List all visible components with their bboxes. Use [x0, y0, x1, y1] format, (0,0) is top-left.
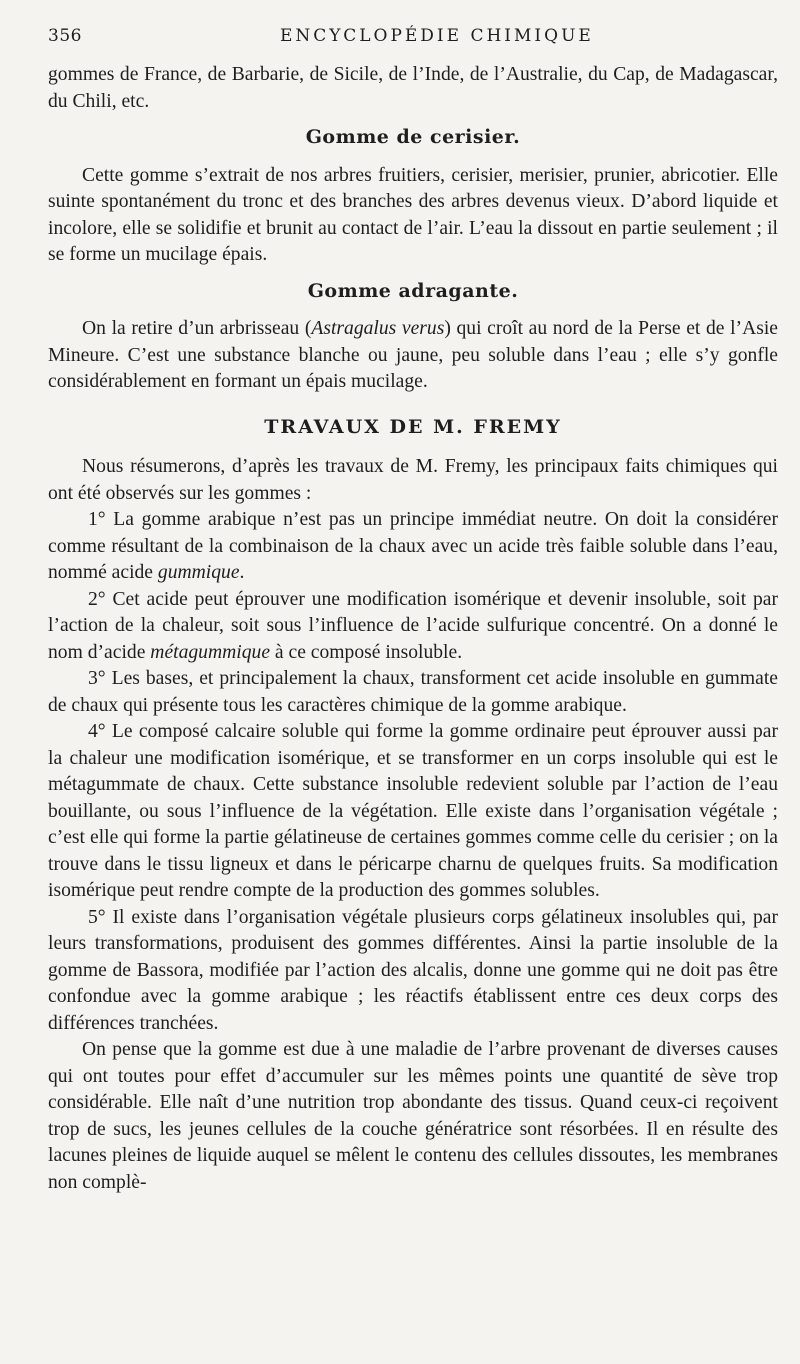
numbered-paragraph-3: 3° Les bases, et principalement la chaux, transforment cet acide insoluble en gummate de chaux qui présente tous les caractères chimique de la gomme arabique.	[48, 668, 778, 716]
heading-gomme-adragante: Gomme adragante.	[307, 279, 519, 302]
paragraph-intro: gommes de France, de Barbarie, de Sicile, de l’Inde, de l’Australie, du Cap, de Madagascar, du Chili, etc.	[48, 64, 778, 112]
body-text	[48, 62, 778, 1196]
numbered-paragraph-1	[48, 507, 778, 587]
page-number: 356	[48, 26, 82, 46]
species-name: Astragalus verus	[311, 318, 445, 339]
numbered-paragraph-5: 5° Il existe dans l’organisation végétale plusieurs corps gélatineux insolubles qui, par leurs transformations, produisent des gommes différentes. Ainsi la partie insoluble de la gomme de Bassora, modifiée par l’action des alcalis, donne une gomme qui ne doit pas être confondue avec la gomme arabique ; les réactifs établissent entre ces deux corps des différences tranchées.	[48, 906, 778, 1034]
running-title: ENCYCLOPÉDIE CHIMIQUE	[280, 26, 594, 46]
term-metagummique: métagummique	[150, 641, 271, 663]
paragraph-adragante	[48, 316, 778, 396]
p2-text-b: à ce composé insoluble.	[270, 641, 463, 663]
p2-text-a: 2° Cet acide peut éprouver une modification isomérique et devenir insoluble, soit par l’action de la chaleur, soit sous l’influence de l’acide sulfurique concentré. On a donné le nom d’acide	[48, 588, 778, 663]
heading-gomme-cerisier: Gomme de cerisier.	[305, 126, 521, 148]
paragraph-final: On pense que la gomme est due à une maladie de l’arbre provenant de diverses causes qui ont toutes pour effet d’accumuler sur les mêmes points une quantité de sève trop considérable. Elle naît d’une nutrition trop abondante des tissus. Quand ceux-ci reçoivent trop de sucs, les jeunes cellules de la couche génératrice sont résorbées. Il en résulte des lacunes pleines de liquide auquel se mêlent le contenu des cellules dissoutes, les membranes non complè-	[48, 1039, 778, 1193]
numbered-paragraph-2	[48, 587, 778, 667]
numbered-paragraph-4: 4° Le composé calcaire soluble qui forme la gomme ordinaire peut éprouver aussi par la chaleur une modification isomérique, et se transformer en un corps insoluble qui est le métagummate de chaux. Cette substance insoluble redevient soluble par l’action de l’eau bouillante, ou sous l’influence de la végétation. Elle existe dans l’organisation végétale ; c’est elle qui forme la partie gélatineuse de certaines gommes comme celle du cerisier ; on la trouve dans le tissu ligneux et dans le péricarpe charnu de quelques fruits. Sa modification isomérique peut rendre compte de la production des gommes solubles.	[48, 721, 778, 901]
p1-text-a: 1° La gomme arabique n’est pas un principe immédiat neutre. On doit la considérer comme résultant de la combinaison de la chaux avec un acide très faible soluble dans l’eau, nommé acide	[48, 509, 778, 583]
p1-text-b: .	[239, 562, 245, 583]
paragraph-cerisier: Cette gomme s’extrait de nos arbres fruitiers, cerisier, merisier, prunier, abricotier. Elle suinte spontanément du tronc et des branches des arbres devenus vieux. D’abord liquide et incolore, elle se solidifie et brunit au contact de l’air. L’eau la dissout en partie seulement ; il se forme un mucilage épais.	[48, 164, 778, 265]
adragante-text-a: On la retire d’un arbrisseau (	[82, 318, 312, 339]
heading-travaux-fremy: TRAVAUX DE M. FREMY	[264, 415, 562, 438]
running-head	[48, 26, 760, 52]
paragraph-fremy-intro: Nous résumerons, d’après les travaux de M. Fremy, les principaux faits chimiques qui ont été observés sur les gommes :	[48, 456, 778, 504]
adragante-text-b: ) qui croît au nord de la Perse et de l’Asie Mineure. C’est une substance blanche ou jaune, peu soluble dans l’eau ; elle s’y gonfle considérablement en formant un épais mucilage.	[48, 318, 778, 392]
term-gummique: gummique	[157, 562, 240, 583]
